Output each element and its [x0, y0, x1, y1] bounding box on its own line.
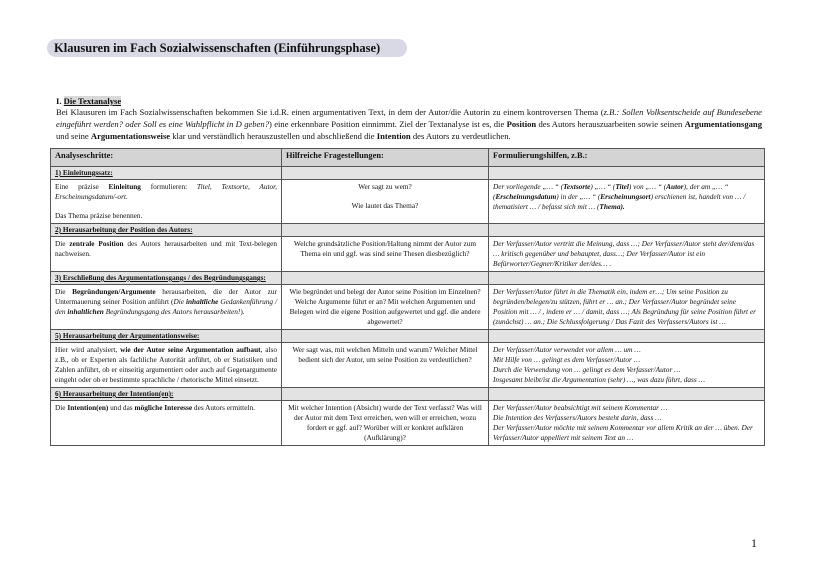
cell-paragraph: [493, 287, 760, 327]
text-run: Autor: [666, 182, 684, 191]
text-run: Die Intention des Verfassers/Autors besteht darin, dass …: [493, 413, 662, 422]
section-empty-cell: [489, 388, 765, 401]
text-run: ) erschienen ist, handelt von … / thematisiert … / befasst sich mit … (: [493, 192, 746, 211]
section-empty-cell: [282, 272, 489, 285]
cell-paragraph: [55, 403, 277, 413]
text-run: Intention(en): [67, 403, 109, 412]
table-row: [51, 401, 765, 446]
cell-paragraph: [286, 345, 484, 365]
section-label: 3) Erschließung des Argumentationsgangs / des Begründungsgangs:: [51, 272, 282, 285]
text-run: inhaltliche: [185, 297, 219, 306]
text-run: Mit welcher Intention (Absicht) wurde der Text verfasst? Was will der Autor mit dem Text erreichen, wen will er erreichen, wozu fordert er ggf. auf? Worüber will er konkret aufklären (Aufklärung)?: [288, 403, 482, 442]
header-formulierungshilfen: Formulierungshilfen, z.B.:: [489, 149, 765, 167]
section-empty-cell: [489, 330, 765, 343]
section-row: [51, 167, 765, 180]
text-run: Das Thema präzise benennen.: [55, 211, 143, 220]
text-run: Mit Hilfe von … gelingt es dem Verfasser/Autor …: [493, 355, 641, 364]
table-cell: [489, 180, 765, 224]
text-run: Titel: [615, 182, 629, 191]
text-run: Die: [55, 403, 68, 412]
table-cell: [489, 401, 765, 446]
table-cell: [51, 237, 282, 272]
section-label: 2) Herausarbeitung der Position des Autors:: [51, 224, 282, 237]
table-cell: [489, 237, 765, 272]
table-cell: [51, 401, 282, 446]
text-run: Erscheinungsdatum: [495, 192, 557, 201]
section-empty-cell: [489, 272, 765, 285]
text-run: Wie lautet das Thema?: [351, 201, 419, 210]
cell-paragraph: [493, 375, 760, 385]
table-header-row: [51, 149, 765, 167]
text-run: Der Verfasser/Autor beabsichtigt mit seinem Kommentar …: [493, 403, 668, 412]
cell-paragraph: [493, 345, 760, 355]
cell-paragraph: [493, 413, 760, 423]
text-run: Insgesamt bleibt/ist die Argumentation (sehr) …, was dazu führt, dass …: [493, 375, 706, 384]
cell-paragraph: [286, 239, 484, 259]
cell-paragraph: [493, 365, 760, 375]
text-run: Einleitung: [108, 182, 141, 191]
table-cell: [282, 180, 489, 224]
text-run: ) in der „… “ (: [556, 192, 601, 201]
text-run: des Autors zu verdeutlichen.: [410, 131, 511, 141]
text-run: ) „… “ (: [590, 182, 616, 191]
text-run: Textsorte: [563, 182, 591, 191]
cell-paragraph: [286, 403, 484, 443]
cell-paragraph: [493, 355, 760, 365]
cell-paragraph: [55, 211, 277, 221]
text-run: ) von „… “ (: [628, 182, 667, 191]
text-run: mögliche Interesse: [134, 403, 193, 412]
text-run: Welche grundsätzliche Position/Haltung nimmt der Autor zum Thema ein und ggf. was sind seine Thesen diesbezüglich?: [293, 239, 477, 258]
section-label: 6) Herausarbeitung der Intention(en):: [51, 388, 282, 401]
cell-paragraph: [55, 182, 277, 202]
text-run: Die: [55, 239, 70, 248]
page-title: Klausuren im Fach Sozialwissenschaften (Einführungsphase): [54, 41, 381, 55]
table-cell: [489, 343, 765, 388]
text-run: Gedankenführung / den: [55, 297, 277, 316]
section-row: [51, 224, 765, 237]
text-run: Der Verfasser/Autor möchte mit seinem Kommentar vor allem Kritik an der … üben. Der Verfasser/Autor appelliert mit seinem Text an …: [493, 423, 753, 442]
intro-paragraph: [56, 106, 762, 142]
text-run: klar und verständlich herauszustellen und abschließend die: [170, 131, 377, 141]
section-empty-cell: [282, 167, 489, 180]
table-cell: [282, 343, 489, 388]
text-run: Titel, Textsorte, Autor, Erscheinungsdatum/-ort.: [55, 182, 278, 201]
section-title: Die Textanalyse: [63, 96, 122, 106]
text-run: Wer sagt zu wem?: [358, 182, 412, 191]
text-run: , also z.B., ob er Experten als fachliche Autorität anführt, ob er Statistiken und Zahlen anführt, ob er einseitig argumentiert oder auch auf Gegenargumente eingeht oder ob er bestimmte sprachliche / rhetorische Mittel einsetzt.: [55, 345, 277, 384]
table-cell: [282, 285, 489, 330]
text-run: Thema).: [599, 202, 625, 211]
cell-paragraph: [286, 201, 484, 211]
table-cell: [282, 401, 489, 446]
text-run: herausarbeiten, die der Autor zur Untermauerung seiner Position anführt (: [55, 287, 277, 306]
table-row: [51, 285, 765, 330]
text-run: Begründungsgang des Autors herausarbeiten!: [103, 307, 241, 316]
text-run: Wer sagt was, mit welchen Mitteln und warum? Welcher Mittel bedient sich der Autor, um seine Position zu verdeutlichen?: [292, 345, 478, 364]
text-run: des Autors ermitteln.: [192, 403, 255, 412]
cell-paragraph: [55, 239, 277, 259]
table-row: [51, 343, 765, 388]
cell-paragraph: [286, 287, 484, 327]
text-run: Argumentationsweise: [90, 131, 171, 141]
cell-paragraph: [55, 287, 277, 317]
text-run: Eine präzise: [55, 182, 109, 191]
text-run: Bei Klausuren im Fach Sozialwissenschaften bekommen Sie i.d.R. einen argumentativen Text, in dem der Autor/die Autorin zu einem kontroversen Thema (: [56, 107, 604, 117]
text-run: Hier wird analysiert,: [55, 345, 121, 354]
text-run: formulieren:: [140, 182, 197, 191]
cell-paragraph: [493, 182, 760, 212]
text-run: und seine: [56, 131, 91, 141]
analysis-table: [50, 148, 765, 446]
section-number: I.: [56, 96, 62, 106]
section-empty-cell: [282, 224, 489, 237]
table-row: [51, 180, 765, 224]
text-run: Der vorliegende „… “ (: [493, 182, 564, 191]
text-run: Der Verfasser/Autor vertritt die Meinung, dass …; Der Verfasser/Autor steht der/dem/das … kritisch gegenüber und behauptet, dass…; Der Verfasser/Autor ist ein Befürworter/Gegner/Kritiker der/des… .: [493, 239, 755, 268]
page-number: 1: [751, 536, 757, 550]
text-run: Der Verfasser/Autor führt in die Thematik ein, indem er…; Um seine Position zu begründen/belegen/zu stützen, führt er … an.; Der Verfasser/Autor begründet seine Position mit … / , indem er … / damit, dass …; Als Begründung für seine Position führt er (zunächst) … an.; Die Schlussfolgerung / Das Fazit des Verfassers/Autors ist …: [493, 287, 756, 326]
text-run: ) eine erkennbare Position einnimmt. Ziel der Textanalyse ist es, die: [269, 119, 507, 129]
table-cell: [51, 343, 282, 388]
text-run: des Autors herauszuarbeiten sowie seinen: [536, 119, 685, 129]
section-empty-cell: [489, 224, 765, 237]
header-analyseschritte: Analyseschritte:: [51, 149, 282, 167]
cell-paragraph: [55, 345, 277, 385]
cell-paragraph: [493, 239, 760, 269]
table-cell: [51, 285, 282, 330]
text-run: Der Verfasser/Autor verwendet vor allem … um …: [493, 345, 641, 354]
text-run: zentrale Position: [69, 239, 124, 248]
table-cell: [51, 180, 282, 224]
cell-paragraph: [493, 403, 760, 413]
text-run: Intention: [376, 131, 411, 141]
text-run: ), der am „… “ (: [493, 182, 729, 201]
section-empty-cell: [282, 388, 489, 401]
text-run: Die: [173, 297, 186, 306]
text-run: Erscheinungsort: [600, 192, 651, 201]
section-row: [51, 330, 765, 343]
cell-paragraph: [286, 182, 484, 192]
text-run: und das: [108, 403, 135, 412]
section-empty-cell: [282, 330, 489, 343]
section-label: 5) Herausarbeitung der Argumentationsweise:: [51, 330, 282, 343]
text-run: Wie begründet und belegt der Autor seine Position im Einzelnen? Welche Argumente führt er an? Mit welchen Argumenten und Belegen wird die eigene Position aufgewertet und ggf. die andere abgewertet?: [289, 287, 481, 326]
section-label: 1) Einleitungssatz:: [51, 167, 282, 180]
section-row: [51, 272, 765, 285]
text-run: Position: [506, 119, 537, 129]
table-cell: [489, 285, 765, 330]
text-run: Die: [55, 287, 73, 296]
section-row: [51, 388, 765, 401]
table-row: [51, 237, 765, 272]
cell-paragraph: [493, 423, 760, 443]
text-run: wie der Autor seine Argumentation aufbaut: [120, 345, 261, 354]
table-cell: [282, 237, 489, 272]
header-fragestellungen: Hilfreiche Fragestellungen:: [282, 149, 489, 167]
text-run: des Autors herausarbeiten und mit Text-belegen nachweisen.: [55, 239, 277, 258]
text-run: Durch die Verwendung von … gelingt es dem Verfasser/Autor …: [493, 365, 681, 374]
section-empty-cell: [489, 167, 765, 180]
text-run: z.B.: Sollen Volksentscheide auf Bundesebene eingeführt werden? oder Soll es eine Wahlpflicht in D geben?: [56, 107, 762, 129]
text-run: ).: [240, 307, 245, 316]
text-run: Argumentationsgang: [684, 119, 763, 129]
text-run: Begründungen/Argumente: [72, 287, 156, 296]
text-run: inhaltlichen: [67, 307, 104, 316]
